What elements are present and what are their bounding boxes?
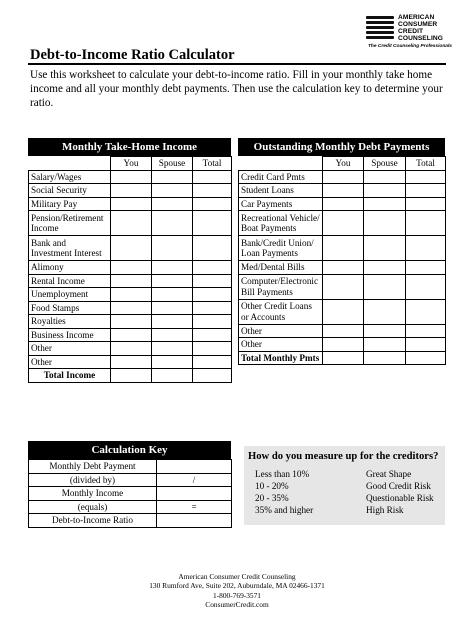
logo-word: COUNSELING [398, 35, 443, 42]
row-label: Military Pay [29, 197, 111, 211]
spouse-cell[interactable] [152, 184, 193, 198]
rating-text: Great Shape [366, 469, 412, 479]
logo-word: CONSUMER [398, 21, 438, 28]
row-label: Other [239, 324, 323, 338]
total-cell[interactable] [193, 355, 232, 369]
row-label: Bank/Credit Union/ Loan Payments [239, 236, 323, 261]
spouse-cell[interactable] [152, 236, 193, 261]
spouse-cell[interactable] [364, 299, 406, 324]
row-label: Car Payments [239, 197, 323, 211]
total-row [239, 351, 446, 365]
spouse-cell[interactable] [152, 274, 193, 288]
spouse-total-cell[interactable] [152, 369, 193, 383]
you-cell[interactable] [111, 274, 152, 288]
calc-row [29, 514, 232, 528]
range-text: 10 - 20% [255, 481, 289, 491]
spouse-cell[interactable] [364, 274, 406, 299]
col-spouse: Spouse [152, 157, 193, 171]
row-label: Recreational Vehicle/ Boat Payments [239, 211, 323, 236]
you-cell[interactable] [111, 288, 152, 302]
calc-operator: / [157, 473, 232, 487]
table-row [239, 236, 446, 261]
table-row [239, 299, 446, 324]
row-label: Med/Dental Bills [239, 261, 323, 275]
you-cell[interactable] [111, 170, 152, 184]
calc-label: (divided by) [29, 473, 157, 487]
you-cell[interactable] [323, 236, 364, 261]
logo-stripes-icon [366, 16, 394, 40]
table-row [239, 274, 446, 299]
spouse-total-cell[interactable] [364, 351, 406, 365]
spouse-cell[interactable] [364, 184, 406, 198]
you-cell[interactable] [323, 274, 364, 299]
spouse-cell[interactable] [152, 315, 193, 329]
range-text: 35% and higher [255, 505, 314, 515]
you-cell[interactable] [323, 197, 364, 211]
total-cell[interactable] [406, 170, 446, 184]
table-row [239, 211, 446, 236]
row-label: Computer/Electronic Bill Payments [239, 274, 323, 299]
spouse-cell[interactable] [152, 355, 193, 369]
row-label: Rental Income [29, 274, 111, 288]
rating-text: High Risk [366, 505, 404, 515]
you-cell[interactable] [111, 211, 152, 236]
spouse-cell[interactable] [152, 211, 193, 236]
calc-panel [28, 441, 231, 528]
you-total-cell[interactable] [323, 351, 364, 365]
table-row [239, 338, 446, 352]
row-label: Other Credit Loans or Accounts [239, 299, 323, 324]
spouse-cell[interactable] [364, 324, 406, 338]
you-cell[interactable] [323, 211, 364, 236]
table-row [29, 328, 232, 342]
you-cell[interactable] [111, 315, 152, 329]
row-label: Social Security [29, 184, 111, 198]
table-row [29, 342, 232, 356]
row-label: Credit Card Pmts [239, 170, 323, 184]
intro-text: Use this worksheet to calculate your debt-to-income ratio. Fill in your monthly take home income and all your monthly debt payments. Then use the calculation key to determine your ratio. [30, 69, 443, 109]
range-text: Less than 10% [255, 469, 310, 479]
logo-word: CREDIT [398, 28, 424, 35]
table-row [239, 184, 446, 198]
page-title: Debt-to-Income Ratio Calculator [30, 47, 235, 63]
spouse-cell[interactable] [152, 328, 193, 342]
total-cell[interactable] [406, 211, 446, 236]
calc-header: Calculation Key [28, 441, 231, 459]
total-cell[interactable] [406, 197, 446, 211]
table-row [29, 261, 232, 275]
table-row [29, 184, 232, 198]
calc-value-cell[interactable] [157, 460, 232, 474]
grand-total-cell[interactable] [193, 369, 232, 383]
col-spouse: Spouse [364, 157, 406, 171]
row-label: Unemployment [29, 288, 111, 302]
range-text: 20 - 35% [255, 493, 289, 503]
total-pmts-label: Total Monthly Pmts [239, 351, 323, 365]
spouse-cell[interactable] [152, 261, 193, 275]
calc-label: Debt-to-Income Ratio [29, 514, 157, 528]
measure-box [244, 446, 445, 525]
row-label: Food Stamps [29, 301, 111, 315]
table-row [239, 261, 446, 275]
row-label: Bank and Investment Interest [29, 236, 111, 261]
corner-cell [29, 157, 111, 171]
table-row [29, 288, 232, 302]
logo-words [398, 14, 443, 42]
spouse-cell[interactable] [364, 170, 406, 184]
total-cell[interactable] [193, 236, 232, 261]
total-cell[interactable] [406, 324, 446, 338]
row-label: Salary/Wages [29, 170, 111, 184]
spouse-cell[interactable] [152, 288, 193, 302]
col-total: Total [406, 157, 446, 171]
total-row [29, 369, 232, 383]
income-table [28, 156, 232, 383]
calc-label: (equals) [29, 500, 157, 514]
total-cell[interactable] [193, 170, 232, 184]
table-row [239, 197, 446, 211]
you-cell[interactable] [111, 184, 152, 198]
table-row [29, 301, 232, 315]
you-cell[interactable] [323, 299, 364, 324]
row-label: Royalties [29, 315, 111, 329]
total-cell[interactable] [193, 211, 232, 236]
company-logo [366, 14, 470, 56]
you-cell[interactable] [111, 301, 152, 315]
table-row [29, 315, 232, 329]
spouse-cell[interactable] [152, 170, 193, 184]
spouse-cell[interactable] [364, 261, 406, 275]
row-label: Other [29, 342, 111, 356]
total-cell[interactable] [406, 274, 446, 299]
you-cell[interactable] [323, 338, 364, 352]
total-cell[interactable] [193, 184, 232, 198]
you-cell[interactable] [111, 328, 152, 342]
total-cell[interactable] [193, 261, 232, 275]
footer-company: American Consumer Credit Counseling [178, 572, 296, 581]
spouse-cell[interactable] [364, 211, 406, 236]
logo-word: AMERICAN [398, 14, 435, 21]
corner-cell [239, 157, 323, 171]
spouse-cell[interactable] [364, 197, 406, 211]
row-label: Pension/Retirement Income [29, 211, 111, 236]
total-cell[interactable] [193, 315, 232, 329]
footer-address: 130 Rumford Ave, Suite 202, Auburndale, MA 02466-1371 [149, 581, 325, 591]
footer [0, 572, 474, 610]
income-header: Monthly Take-Home Income [28, 138, 231, 156]
calc-value-cell[interactable] [157, 487, 232, 501]
debt-header: Outstanding Monthly Debt Payments [238, 138, 445, 156]
row-label: Other [239, 338, 323, 352]
table-row [29, 236, 232, 261]
total-cell[interactable] [406, 299, 446, 324]
total-cell[interactable] [193, 197, 232, 211]
footer-phone: 1-800-769-3571 [212, 590, 262, 600]
calc-label: Monthly Debt Payment [29, 460, 157, 474]
table-row [29, 274, 232, 288]
total-cell[interactable] [193, 342, 232, 356]
table-row [29, 197, 232, 211]
total-cell[interactable] [193, 288, 232, 302]
debt-panel [238, 138, 445, 365]
you-cell[interactable] [323, 184, 364, 198]
you-cell[interactable] [111, 261, 152, 275]
row-label: Other [29, 355, 111, 369]
grand-total-cell[interactable] [406, 351, 446, 365]
title-divider [28, 63, 446, 65]
spouse-cell[interactable] [152, 301, 193, 315]
total-cell[interactable] [406, 236, 446, 261]
income-panel [28, 138, 231, 383]
row-label: Student Loans [239, 184, 323, 198]
table-row [239, 324, 446, 338]
you-cell[interactable] [111, 342, 152, 356]
you-cell[interactable] [111, 236, 152, 261]
calc-label: Monthly Income [29, 487, 157, 501]
total-cell[interactable] [193, 301, 232, 315]
rating-text: Questionable Risk [366, 493, 434, 503]
col-you: You [111, 157, 152, 171]
you-cell[interactable] [111, 197, 152, 211]
logo-tagline: The Credit Counseling Professionals [368, 44, 452, 49]
spouse-cell[interactable] [152, 342, 193, 356]
you-cell[interactable] [323, 324, 364, 338]
calc-row [29, 473, 232, 487]
table-row [29, 355, 232, 369]
measure-title: How do you measure up for the creditors? [248, 451, 439, 462]
total-cell[interactable] [406, 261, 446, 275]
total-cell[interactable] [406, 338, 446, 352]
you-total-cell[interactable] [111, 369, 152, 383]
rating-text: Good Credit Risk [366, 481, 431, 491]
table-row [29, 211, 232, 236]
footer-website[interactable]: ConsumerCredit.com [205, 600, 269, 610]
calc-row [29, 487, 232, 501]
you-cell[interactable] [111, 355, 152, 369]
table-row [29, 170, 232, 184]
total-cell[interactable] [406, 184, 446, 198]
calc-row [29, 460, 232, 474]
you-cell[interactable] [323, 261, 364, 275]
total-income-label: Total Income [29, 369, 111, 383]
col-total: Total [193, 157, 232, 171]
total-cell[interactable] [193, 274, 232, 288]
spouse-cell[interactable] [364, 236, 406, 261]
calc-value-cell[interactable] [157, 514, 232, 528]
total-cell[interactable] [193, 328, 232, 342]
row-label: Alimony [29, 261, 111, 275]
spouse-cell[interactable] [152, 197, 193, 211]
spouse-cell[interactable] [364, 338, 406, 352]
debt-table [238, 156, 446, 365]
you-cell[interactable] [323, 170, 364, 184]
calc-row [29, 500, 232, 514]
table-row [239, 170, 446, 184]
row-label: Business Income [29, 328, 111, 342]
col-you: You [323, 157, 364, 171]
calc-operator: = [157, 500, 232, 514]
calc-table [28, 459, 232, 528]
